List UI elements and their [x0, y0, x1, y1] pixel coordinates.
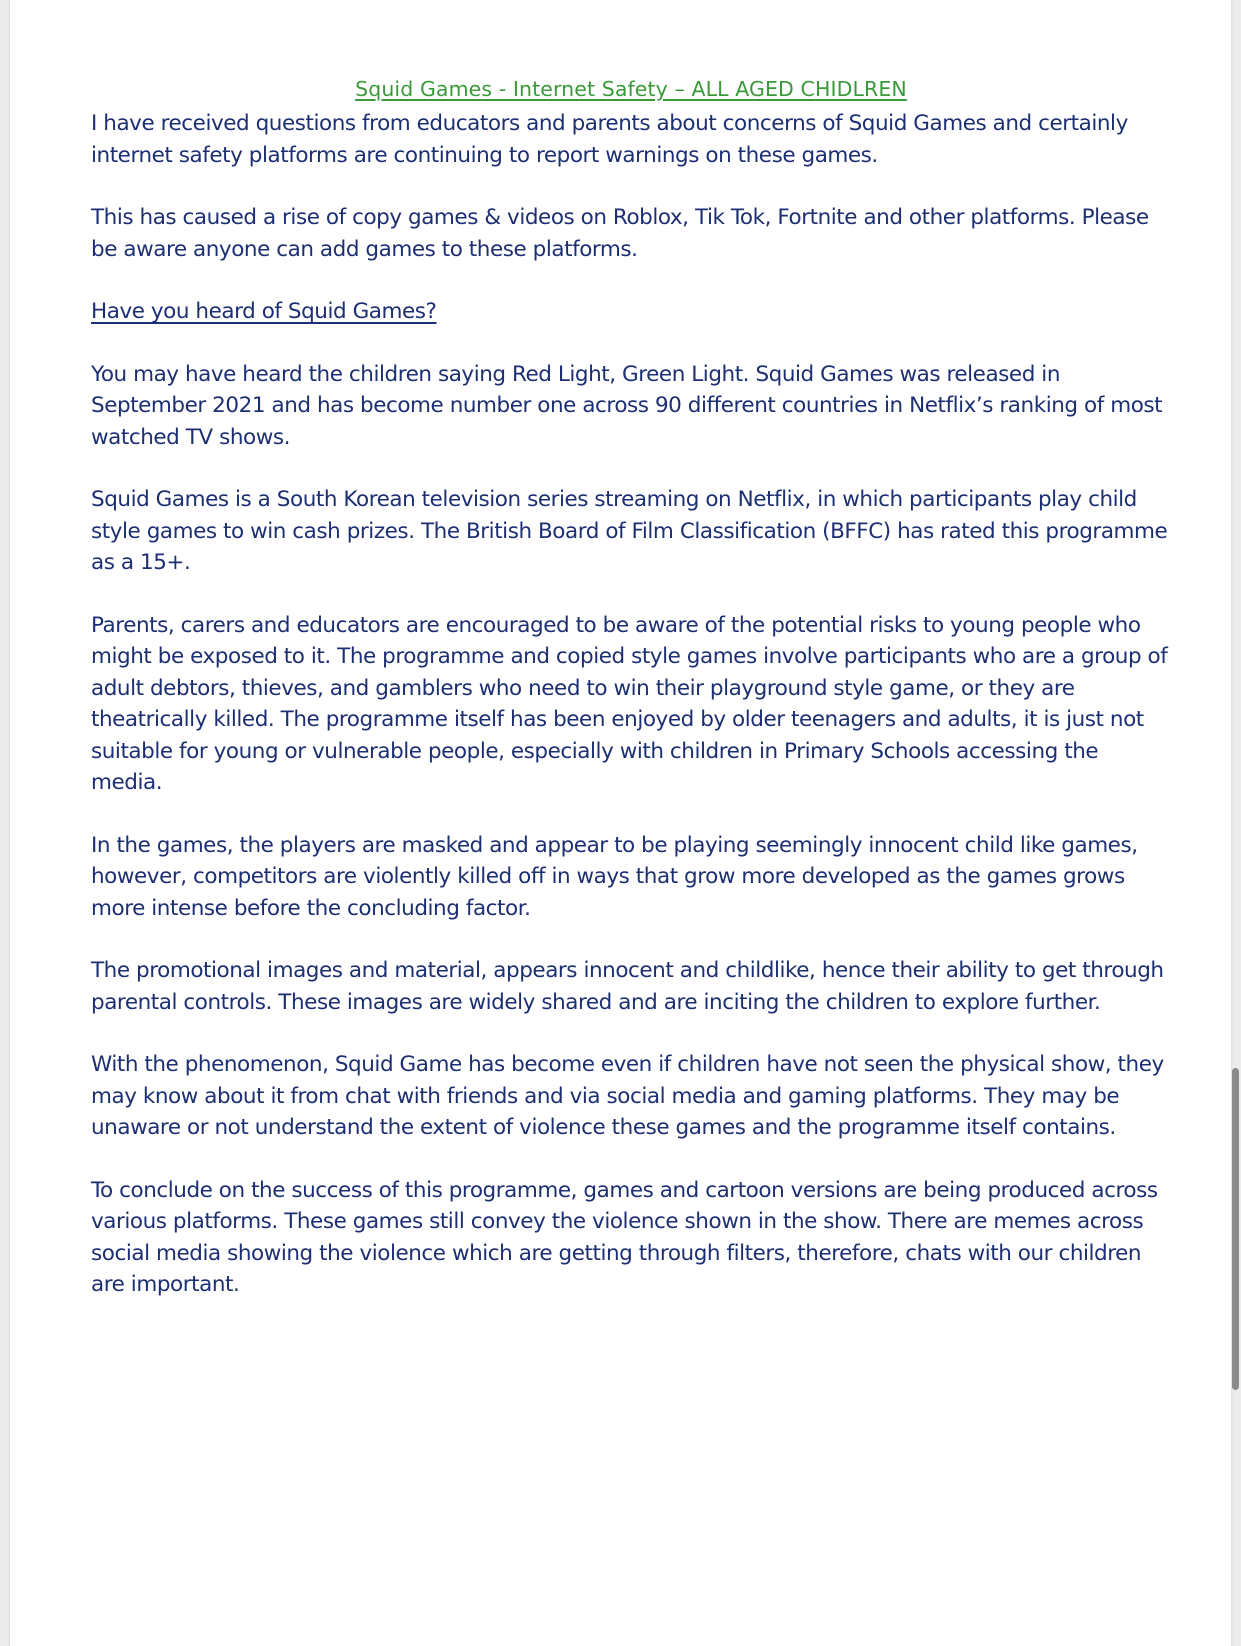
- vertical-scrollbar[interactable]: [1231, 0, 1239, 1646]
- body-paragraph-3: Parents, carers and educators are encouraged to be aware of the potential risks to young people who might be exposed to it. The programme and copied style games involve participants who are a group of adult debtors, thieves, and gamblers who need to win their playground style game, or they are theatrically killed. The programme itself has been enjoyed by older teenagers and adults, it is just not suitable for young or vulnerable people, especially with children in Primary Schools accessing the media.: [91, 612, 1168, 795]
- scrollbar-thumb[interactable]: [1232, 1068, 1239, 1390]
- body-paragraph-1: You may have heard the children saying Red Light, Green Light. Squid Games was released in September 2021 and has become number one across 90 different countries in Netflix’s ranking of most watched TV shows.: [91, 361, 1163, 450]
- document-page: [10, 0, 1231, 1646]
- document-title: Squid Games - Internet Safety – ALL AGED CHIDLREN: [355, 77, 907, 101]
- body-paragraph-2: Squid Games is a South Korean television series streaming on Netflix, in which participants play child style games to win cash prizes. The British Board of Film Classification (BFFC) has rated this programme as a 15+.: [91, 487, 1168, 575]
- document-content: [91, 74, 1171, 1332]
- body-paragraph-5: The promotional images and material, appears innocent and childlike, hence their ability to get through parental controls. These images are widely shared and are inciting the children to explore further.: [91, 958, 1164, 1015]
- body-paragraph-6: With the phenomenon, Squid Game has become even if children have not seen the physical show, they may know about it from chat with friends and via social media and gaming platforms. They may be unaware or not understand the extent of violence these games and the programme itself contains.: [91, 1052, 1164, 1140]
- body-paragraph-4: In the games, the players are masked and appear to be playing seemingly innocent child like games, however, competitors are violently killed off in ways that grow more developed as the games grows more intense before the concluding factor.: [91, 832, 1138, 921]
- intro-paragraph-1: I have received questions from educators and parents about concerns of Squid Games and certainly internet safety platforms are continuing to report warnings on these games.: [91, 111, 1128, 168]
- intro-paragraph-2: This has caused a rise of copy games & videos on Roblox, Tik Tok, Fortnite and other platforms. Please be aware anyone can add games to these platforms.: [91, 205, 1149, 262]
- section-heading: Have you heard of Squid Games?: [91, 299, 437, 324]
- body-paragraph-7: To conclude on the success of this programme, games and cartoon versions are being produced across various platforms. These games still convey the violence shown in the show. There are memes across social media showing the violence which are getting through filters, therefore, chats with our children are important.: [91, 1177, 1158, 1297]
